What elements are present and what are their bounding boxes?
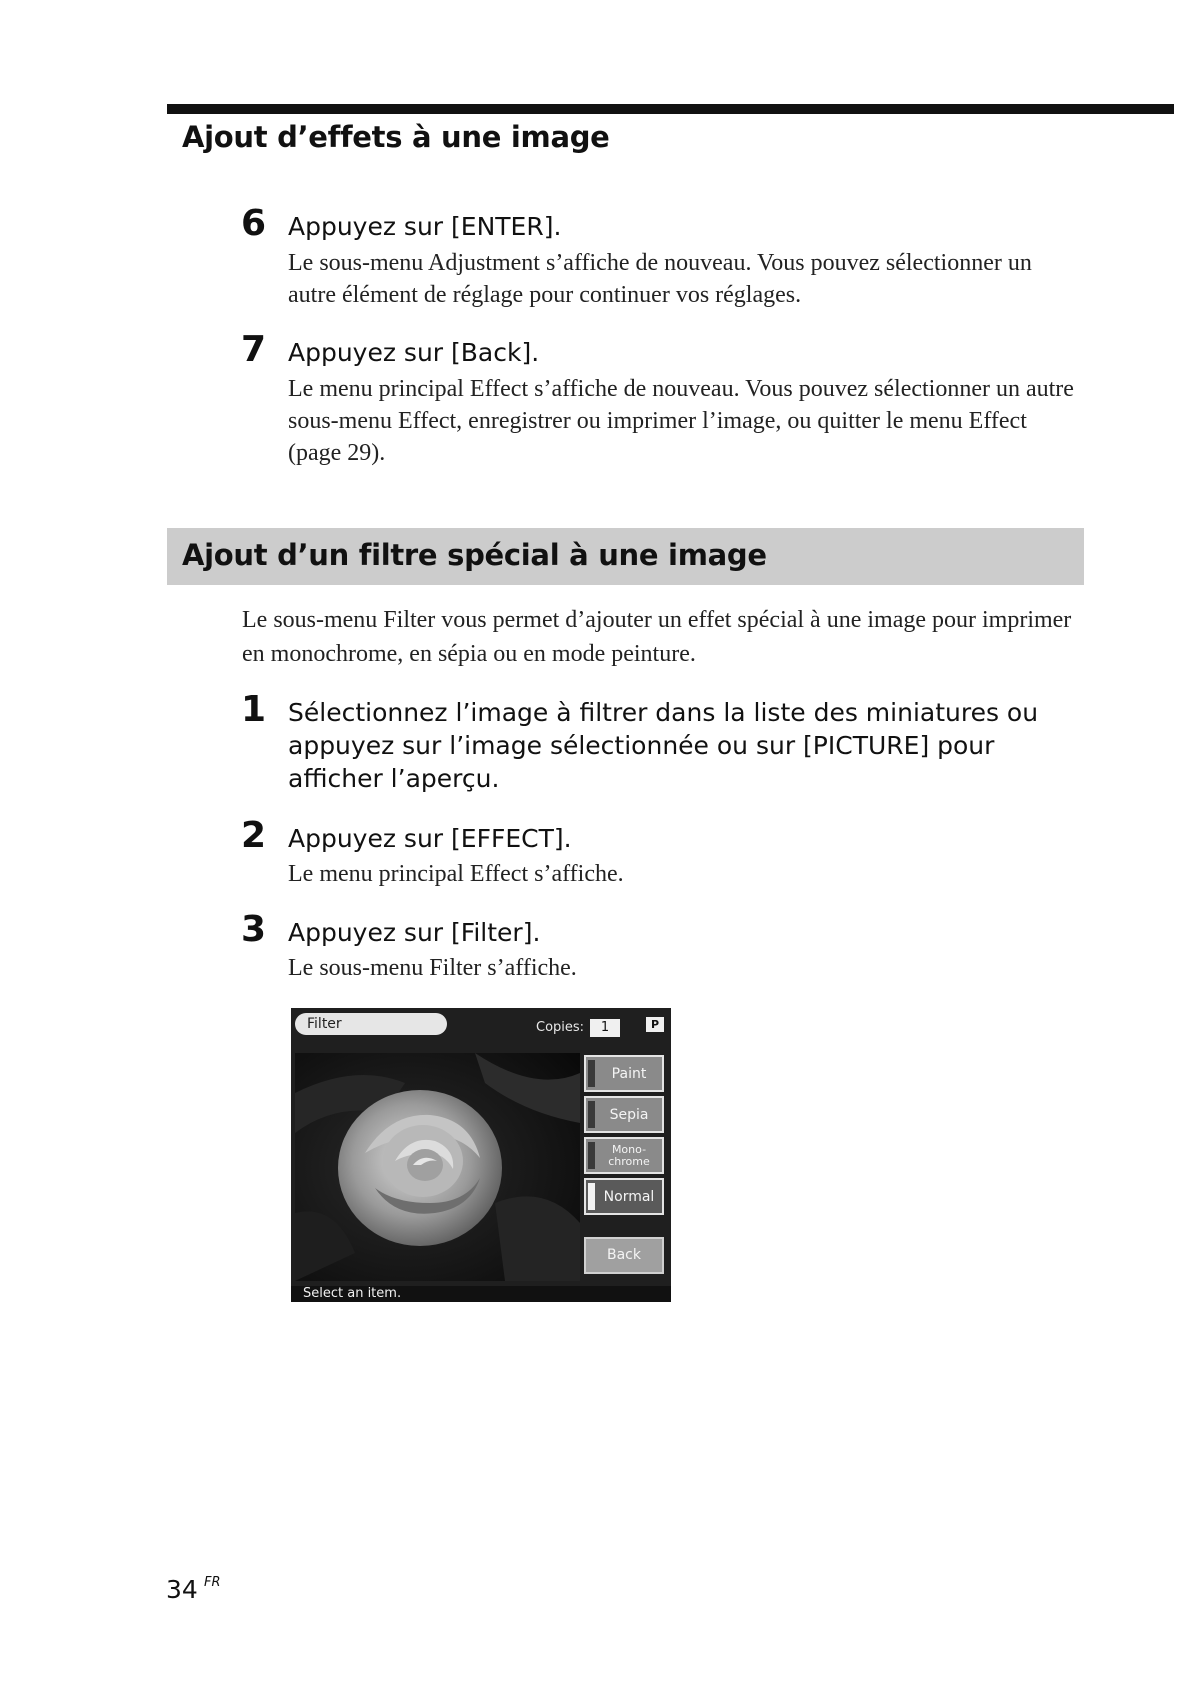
step-heading: Sélectionnez l’image à filtrer dans la liste des miniatures ou appuyez sur l’image sélectionnée ou sur [PICTURE] pour afficher l’aperçu. bbox=[288, 698, 1039, 793]
step-heading: Appuyez sur [ENTER]. bbox=[288, 212, 562, 241]
filter-screen bbox=[291, 1008, 671, 1302]
step-heading: Appuyez sur [EFFECT]. bbox=[288, 824, 572, 853]
sepia-button-label: Sepia bbox=[609, 1106, 649, 1123]
step-number: 6 bbox=[241, 203, 267, 244]
section-title: Ajout d’effets à une image bbox=[182, 120, 610, 154]
normal-button-label: Normal bbox=[603, 1188, 655, 1205]
section-top-rule bbox=[167, 104, 1174, 114]
step-number: 7 bbox=[241, 329, 267, 370]
rose-photo bbox=[295, 1053, 580, 1281]
paint-button-label: Paint bbox=[611, 1065, 647, 1082]
monochrome-button[interactable] bbox=[584, 1137, 664, 1174]
paint-button[interactable] bbox=[584, 1055, 664, 1092]
button-marker bbox=[588, 1101, 595, 1128]
button-marker bbox=[588, 1142, 595, 1169]
step-heading: Appuyez sur [Back]. bbox=[288, 338, 540, 367]
step-body: Le sous-menu Filter s’affiche. bbox=[288, 955, 577, 981]
page-number: 34 bbox=[166, 1575, 198, 1604]
back-button[interactable]: Back bbox=[584, 1237, 664, 1274]
sepia-button[interactable] bbox=[584, 1096, 664, 1133]
button-marker bbox=[588, 1060, 595, 1087]
button-marker-selected bbox=[588, 1183, 595, 1210]
screen-title: Filter bbox=[295, 1013, 447, 1035]
copies-field[interactable]: 1 bbox=[590, 1019, 620, 1037]
print-badge: P bbox=[646, 1017, 664, 1032]
section-intro: Le sous-menu Filter vous permet d’ajouter un effet spécial à une image pour imprimer en monochrome, en sépia ou en mode peinture. bbox=[242, 607, 1072, 667]
section-title: Ajout d’un filtre spécial à une image bbox=[182, 538, 767, 572]
step-number: 3 bbox=[241, 909, 267, 950]
step-body: Le sous-menu Adjustment s’affiche de nouveau. Vous pouvez sélectionner un autre élément de réglage pour continuer vos réglages. bbox=[288, 250, 1032, 308]
monochrome-button-label: Mono- chrome bbox=[608, 1142, 650, 1168]
step-number: 2 bbox=[241, 815, 267, 856]
preview-image bbox=[295, 1053, 580, 1281]
step-heading: Appuyez sur [Filter]. bbox=[288, 918, 541, 947]
page-language: FR bbox=[204, 1575, 221, 1590]
copies-label: Copies: bbox=[536, 1020, 585, 1035]
step-number: 1 bbox=[241, 689, 267, 730]
step-body: Le menu principal Effect s’affiche de nouveau. Vous pouvez sélectionner un autre sous-menu Effect, enregistrer ou imprimer l’image, ou quitter le menu Effect (page 29). bbox=[288, 376, 1074, 466]
step-body: Le menu principal Effect s’affiche. bbox=[288, 861, 624, 887]
status-bar: Select an item. bbox=[291, 1286, 671, 1302]
normal-button[interactable] bbox=[584, 1178, 664, 1215]
